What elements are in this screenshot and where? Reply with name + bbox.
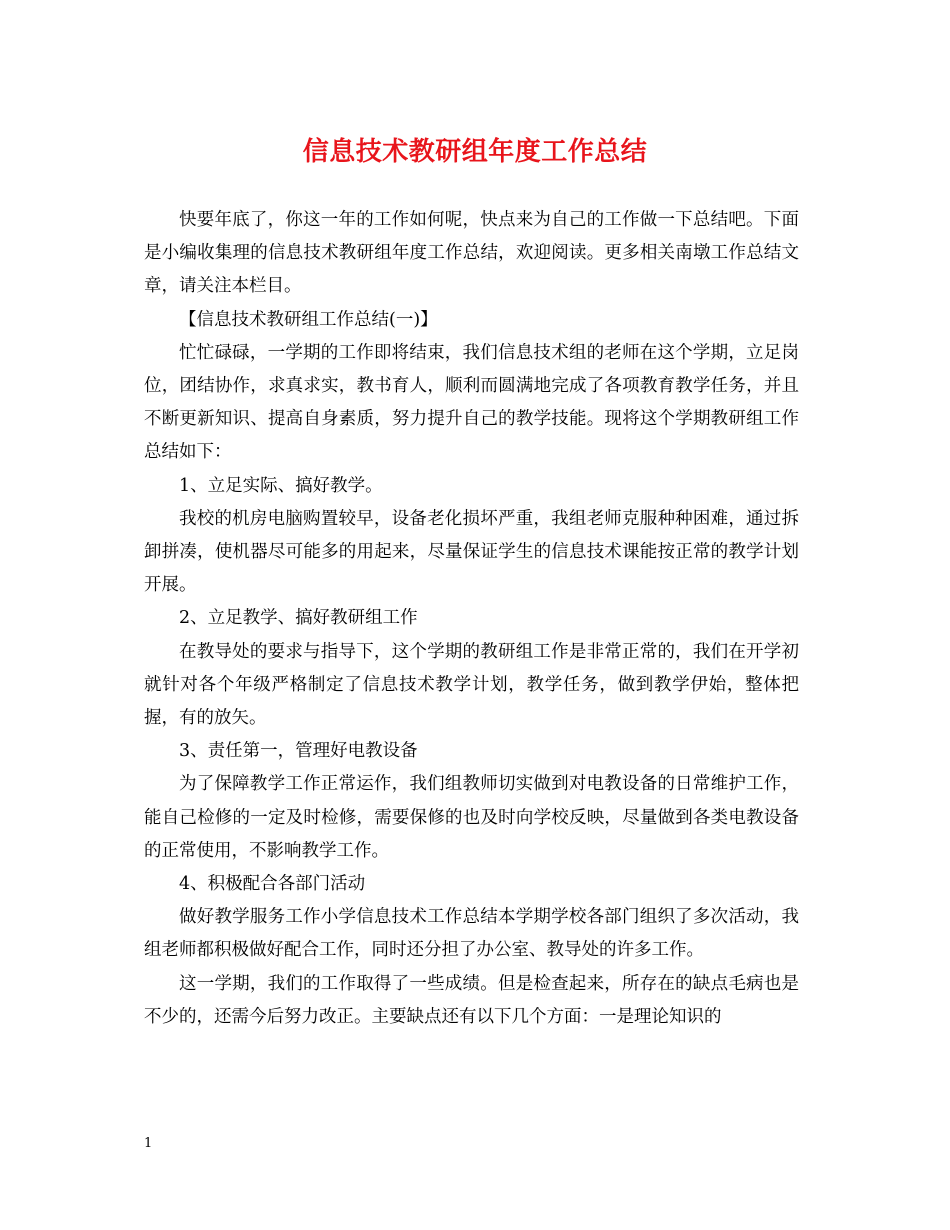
section-heading: 【信息技术教研组工作总结(一)】 [179,309,438,330]
item-heading: 3、责任第一，管理好电教设备 [179,741,418,762]
body-paragraph: 为了保障教学工作正常运作，我们组教师切实做到对电教设备的日常维护工作，能自己检修的一定及时检修，需要保修的也及时向学校反映，尽量做到各类电教设备的正常使用，不影响教学工作。 [144,774,799,861]
item-heading: 2、立足教学、搞好教研组工作 [179,608,418,629]
document-body [144,204,799,1034]
intro-paragraph: 快要年底了，你这一年的工作如何呢，快点来为自己的工作做一下总结吧。下面是小编收集理的信息技术教研组年度工作总结，欢迎阅读。更多相关南墩工作总结文章，请关注本栏目。 [144,210,799,297]
item-heading: 4、积极配合各部门活动 [179,874,366,895]
body-paragraph: 忙忙碌碌，一学期的工作即将结束，我们信息技术组的老师在这个学期，立足岗位，团结协作，求真求实，教书育人，顺利而圆满地完成了各项教育教学任务，并且不断更新知识、提高自身素质，努力提升自己的教学技能。现将这个学期教研组工作总结如下： [144,342,799,463]
page-number: 1 [144,1136,153,1151]
body-paragraph: 做好教学服务工作小学信息技术工作总结本学期学校各部门组织了多次活动，我组老师都积极做好配合工作，同时还分担了办公室、教导处的许多工作。 [144,907,799,961]
document-title: 信息技术教研组年度工作总结 [302,137,648,167]
body-paragraph: 在教导处的要求与指导下，这个学期的教研组工作是非常正常的，我们在开学初就针对各个年级严格制定了信息技术教学计划，教学任务，做到教学伊始，整体把握，有的放矢。 [144,641,799,729]
item-heading: 1、立足实际、搞好教学。 [179,475,383,496]
body-paragraph: 我校的机房电脑购置较早，设备老化损坏严重，我组老师克服种种困难，通过拆卸拼凑，使机器尽可能多的用起来，尽量保证学生的信息技术课能按正常的教学计划开展。 [144,508,799,596]
body-paragraph: 这一学期，我们的工作取得了一些成绩。但是检查起来，所存在的缺点毛病也是不少的，还需今后努力改正。主要缺点还有以下几个方面：一是理论知识的 [144,973,799,1027]
